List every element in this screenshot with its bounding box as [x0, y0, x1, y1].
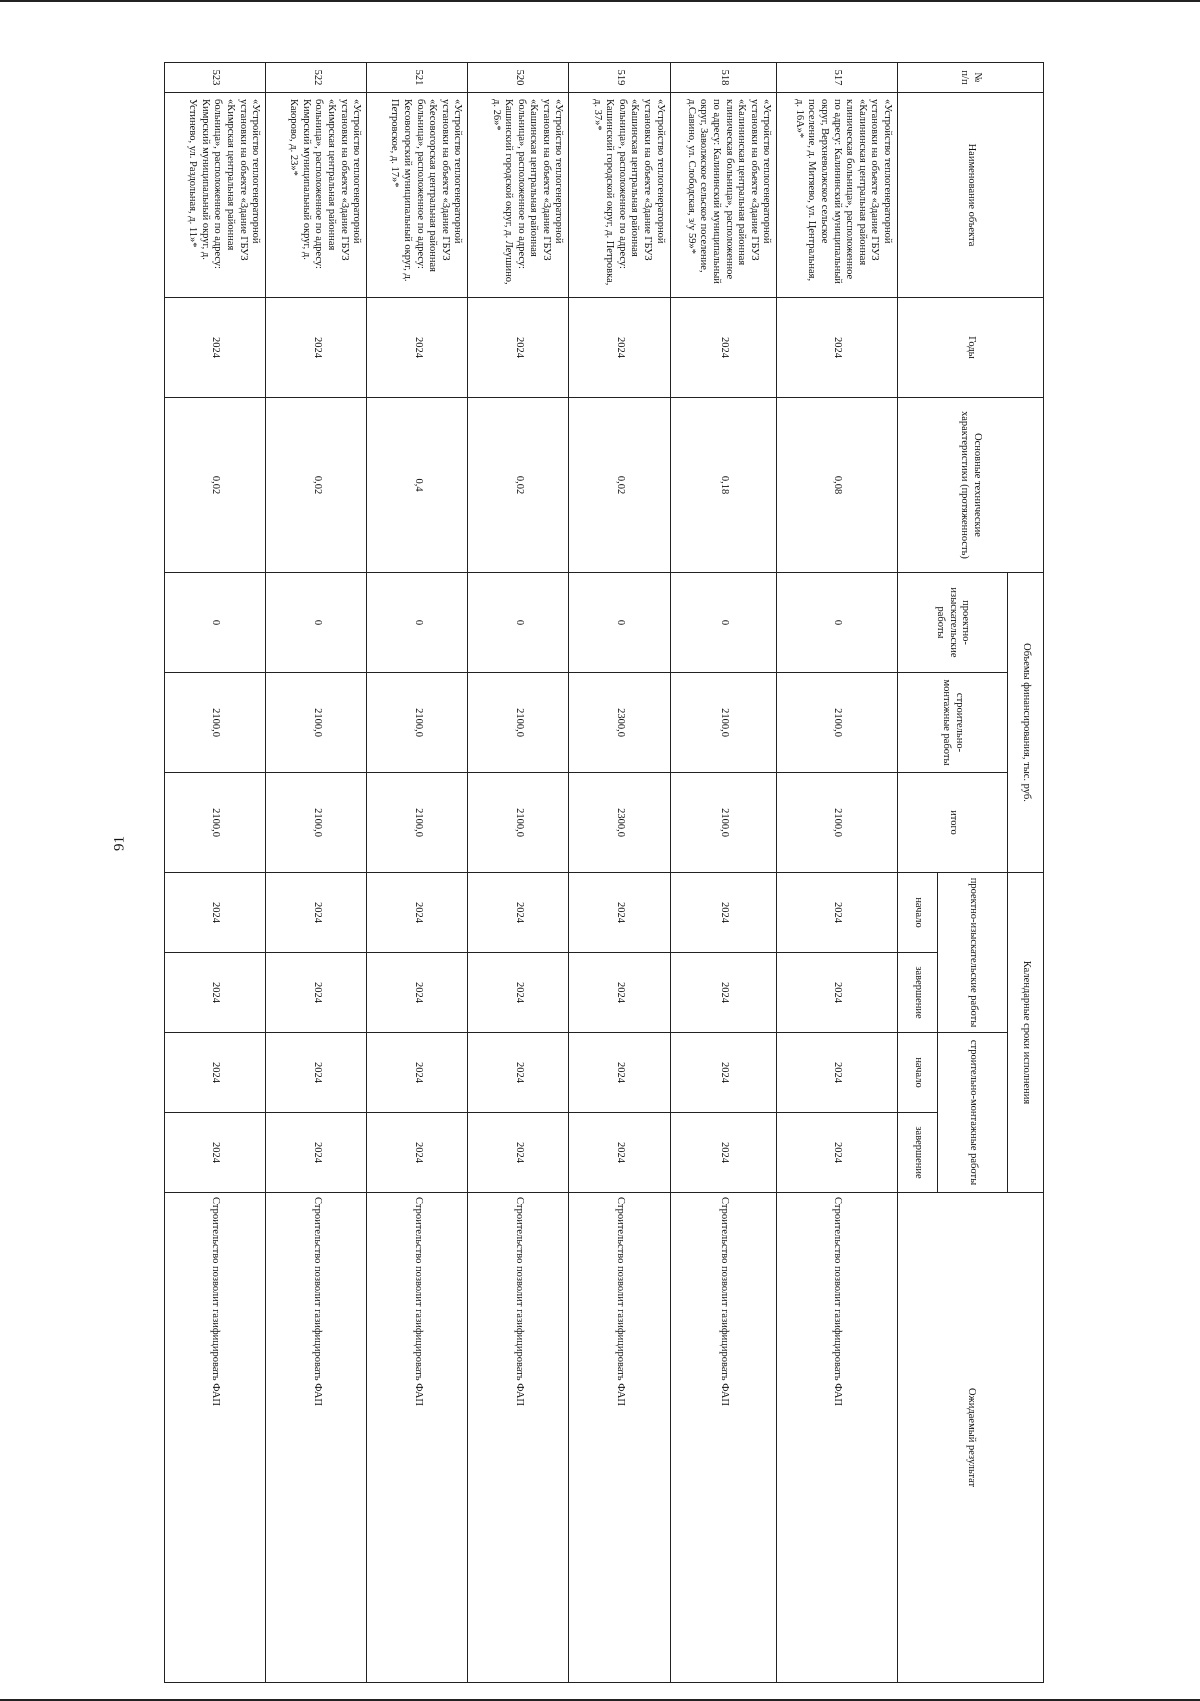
header-construction-works: строительно-монтажные работы	[938, 1033, 1008, 1193]
row-total: 2100,0	[468, 773, 569, 873]
row-result: Строительство позволит газифицировать ФАП	[569, 1193, 670, 1683]
row-construction-end: 2024	[367, 1113, 468, 1193]
row-tech: 0,02	[165, 398, 266, 573]
row-year: 2024	[468, 298, 569, 398]
row-construction-cost: 2100,0	[468, 673, 569, 773]
row-design-end: 2024	[468, 953, 569, 1033]
objects-table	[164, 62, 1044, 1683]
row-result: Строительство позволит газифицировать ФАП	[670, 1193, 777, 1683]
row-tech: 0,02	[468, 398, 569, 573]
header-years: Годы	[898, 298, 1044, 398]
row-tech: 0,18	[670, 398, 777, 573]
row-design-cost: 0	[670, 573, 777, 673]
row-construction-start: 2024	[777, 1033, 898, 1113]
row-design-start: 2024	[266, 873, 367, 953]
row-construction-end: 2024	[165, 1113, 266, 1193]
row-name: «Устройство теплогенераторной установки на объекте «Здание ГБУЗ «Кашинская центральная районная больница», расположенное по адресу: Кашинский городской округ, д. Петровка, д. 37»*	[569, 93, 670, 298]
row-result: Строительство позволит газифицировать ФАП	[165, 1193, 266, 1683]
row-construction-start: 2024	[569, 1033, 670, 1113]
row-total: 2100,0	[670, 773, 777, 873]
row-total: 2100,0	[266, 773, 367, 873]
row-design-end: 2024	[777, 953, 898, 1033]
row-name: «Устройство теплогенераторной установки на объекте «Здание ГБУЗ «Кесовогорская центральная районная больница», расположенное по адресу: Кесовогорский муниципальный округ, д. Петровское, д. 17»*	[367, 93, 468, 298]
table-row	[468, 63, 569, 1683]
header-num: № п/п	[898, 63, 1044, 93]
table-row	[670, 63, 777, 1683]
header-name: Наименование объекта	[898, 93, 1044, 298]
row-name: «Устройство теплогенераторной установки на объекте «Здание ГБУЗ «Кимрская центральная районная больница», расположенное по адресу: Кимрский муниципальный округ, д. Устинево, ул. Раздольная, д. 11»*	[165, 93, 266, 298]
row-construction-start: 2024	[266, 1033, 367, 1113]
row-construction-end: 2024	[777, 1113, 898, 1193]
table-row	[777, 63, 898, 1683]
scan-top-edge	[0, 0, 1200, 2]
row-num: 520	[468, 63, 569, 93]
table-row	[569, 63, 670, 1683]
row-construction-cost: 2100,0	[266, 673, 367, 773]
row-num: 522	[266, 63, 367, 93]
row-year: 2024	[266, 298, 367, 398]
row-construction-start: 2024	[367, 1033, 468, 1113]
row-design-start: 2024	[670, 873, 777, 953]
row-total: 2100,0	[777, 773, 898, 873]
row-design-start: 2024	[569, 873, 670, 953]
row-design-cost: 0	[165, 573, 266, 673]
row-name: «Устройство теплогенераторной установки на объекте «Здание ГБУЗ «Калининская центральная районная клиническая больница», расположенное по адресу: Калининский муниципальный округ, Верхневолжское сельское поселение, д. Митяево, ул. Центральная, д. 16А»*	[777, 93, 898, 298]
table-frame	[164, 62, 1044, 1682]
row-name: «Устройство теплогенераторной установки на объекте «Здание ГБУЗ «Кимрская центральная районная больница», расположенное по адресу: Кимрский муниципальный округ, д. Каюрово, д. 23»*	[266, 93, 367, 298]
row-year: 2024	[367, 298, 468, 398]
row-construction-cost: 2100,0	[670, 673, 777, 773]
row-result: Строительство позволит газифицировать ФАП	[777, 1193, 898, 1683]
header-tech: Основные технические характеристики (протяженность)	[898, 398, 1044, 573]
row-tech: 0,08	[777, 398, 898, 573]
header-design-end: завершение	[898, 953, 938, 1033]
row-name: «Устройство теплогенераторной установки на объекте «Здание ГБУЗ «Калининская центральная районная клиническая больница», расположенное по адресу: Калининский муниципальный округ, Заволжское сельское поселение, д.Савино, ул. Слободская, з/у 59»*	[670, 93, 777, 298]
row-total: 2100,0	[367, 773, 468, 873]
row-result: Строительство позволит газифицировать ФАП	[266, 1193, 367, 1683]
header-result: Ожидаемый результат	[898, 1193, 1044, 1683]
row-construction-end: 2024	[569, 1113, 670, 1193]
row-year: 2024	[165, 298, 266, 398]
header-design-works: проектно-изыскательские работы	[938, 873, 1008, 1033]
row-construction-cost: 2100,0	[777, 673, 898, 773]
row-num: 517	[777, 63, 898, 93]
row-design-start: 2024	[777, 873, 898, 953]
table-row	[266, 63, 367, 1683]
row-design-start: 2024	[468, 873, 569, 953]
row-name: «Устройство теплогенераторной установки на объекте «Здание ГБУЗ «Кашинская центральная районная больница», расположенное по адресу: Кашинский городской округ, д. Леушино, д. 26»*	[468, 93, 569, 298]
row-construction-end: 2024	[670, 1113, 777, 1193]
header-construction-start: начало	[898, 1033, 938, 1113]
table-row	[165, 63, 266, 1683]
row-design-cost: 0	[367, 573, 468, 673]
row-tech: 0,02	[266, 398, 367, 573]
header-construction-end: завершение	[898, 1113, 938, 1193]
row-year: 2024	[777, 298, 898, 398]
row-design-end: 2024	[670, 953, 777, 1033]
row-construction-cost: 2100,0	[367, 673, 468, 773]
row-design-start: 2024	[367, 873, 468, 953]
row-design-cost: 0	[777, 573, 898, 673]
row-result: Строительство позволит газифицировать ФАП	[367, 1193, 468, 1683]
row-construction-cost: 2100,0	[165, 673, 266, 773]
row-year: 2024	[569, 298, 670, 398]
row-construction-start: 2024	[670, 1033, 777, 1113]
row-construction-start: 2024	[468, 1033, 569, 1113]
row-construction-end: 2024	[468, 1113, 569, 1193]
header-schedule-group: Календарные сроки исполнения	[1008, 873, 1044, 1193]
header-design: проектно-изыскательские работы	[898, 573, 1008, 673]
row-design-cost: 0	[468, 573, 569, 673]
header-construction: строительно-монтажные работы	[898, 673, 1008, 773]
row-design-end: 2024	[367, 953, 468, 1033]
row-design-start: 2024	[165, 873, 266, 953]
row-tech: 0,02	[569, 398, 670, 573]
row-construction-start: 2024	[165, 1033, 266, 1113]
row-num: 521	[367, 63, 468, 93]
row-num: 518	[670, 63, 777, 93]
page-number: 91	[111, 836, 128, 851]
row-num: 523	[165, 63, 266, 93]
row-construction-end: 2024	[266, 1113, 367, 1193]
row-design-cost: 0	[266, 573, 367, 673]
row-design-cost: 0	[569, 573, 670, 673]
header-design-start: начало	[898, 873, 938, 953]
row-year: 2024	[670, 298, 777, 398]
row-design-end: 2024	[266, 953, 367, 1033]
row-tech: 0,4	[367, 398, 468, 573]
row-result: Строительство позволит газифицировать ФАП	[468, 1193, 569, 1683]
row-num: 519	[569, 63, 670, 93]
row-total: 2100,0	[165, 773, 266, 873]
row-design-end: 2024	[165, 953, 266, 1033]
row-total: 2300,0	[569, 773, 670, 873]
header-total: итого	[898, 773, 1008, 873]
row-design-end: 2024	[569, 953, 670, 1033]
row-construction-cost: 2300,0	[569, 673, 670, 773]
header-funding-group: Объемы финансирования, тыс. руб.	[1008, 573, 1044, 873]
table-row	[367, 63, 468, 1683]
